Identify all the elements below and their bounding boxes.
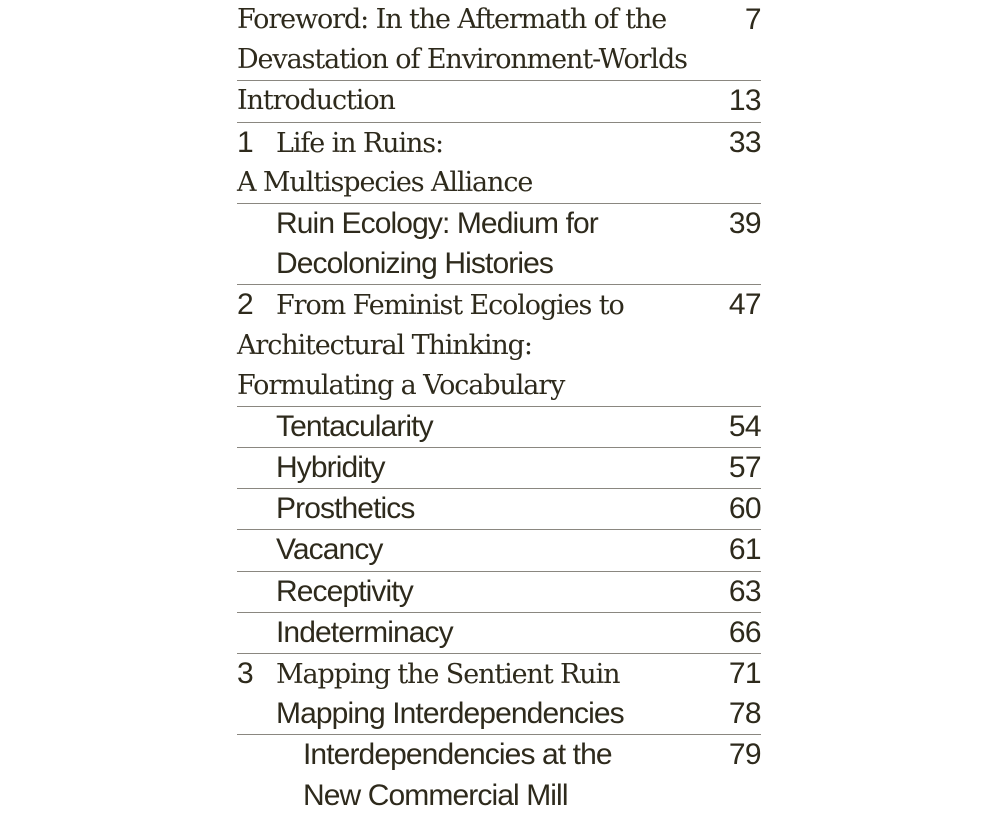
toc-entry-chapter-3[interactable]: [237, 654, 761, 694]
entry-title: Indeterminacy: [276, 615, 453, 649]
entry-title-line: Devastation of Environment-Worlds: [237, 44, 687, 76]
entry-title-line: [237, 285, 701, 325]
entry-title-line: [237, 654, 701, 694]
toc-entry-chapter-1[interactable]: [237, 123, 761, 204]
entry-title: Hybridity: [276, 451, 385, 485]
entry-title-text: Mapping the Sentient Ruin: [276, 659, 620, 690]
entry-title: Introduction: [237, 85, 395, 117]
page-number: 33: [728, 125, 761, 159]
entry-title-line: Interdependencies at the: [303, 738, 612, 772]
page-number: 63: [728, 574, 761, 608]
page-number: 57: [728, 451, 761, 485]
entry-title-line: New Commercial Mill: [303, 778, 568, 812]
toc-entry-hybridity[interactable]: [237, 448, 761, 489]
page-number: 54: [728, 409, 761, 443]
entry-title: Mapping Interdependencies: [276, 697, 624, 731]
page-number: 7: [744, 3, 761, 36]
entry-title: Receptivity: [276, 574, 413, 608]
entry-title-line: Decolonizing Histories: [276, 247, 553, 281]
toc-entry-ruin-ecology[interactable]: [237, 204, 761, 285]
page-number: 79: [728, 738, 761, 772]
entry-title: Prosthetics: [276, 492, 415, 526]
toc-entry-indeterminacy[interactable]: [237, 613, 761, 654]
toc-entry-vacancy[interactable]: [237, 530, 761, 571]
page-number: 39: [728, 206, 761, 240]
page-number: 61: [728, 533, 761, 567]
page-number: 60: [728, 492, 761, 526]
entry-title-line: A Multispecies Alliance: [237, 166, 533, 198]
entry-title-line: Formulating a Vocabulary: [237, 369, 565, 401]
page-number: 13: [728, 84, 761, 118]
page-number: 47: [728, 288, 761, 322]
toc-entry-new-commercial-mill[interactable]: [237, 735, 761, 815]
chapter-number: 2: [237, 288, 253, 322]
entry-title-line: Foreword: In the Aftermath of the: [237, 4, 667, 35]
toc-entry-introduction[interactable]: [237, 81, 761, 122]
toc-entry-prosthetics[interactable]: [237, 489, 761, 530]
toc-entry-receptivity[interactable]: [237, 572, 761, 613]
entry-title-line: Ruin Ecology: Medium for: [276, 206, 598, 240]
toc-entry-chapter-2[interactable]: [237, 285, 761, 407]
entry-title: Tentacularity: [276, 409, 433, 443]
chapter-number: 3: [237, 657, 253, 690]
entry-title: Vacancy: [276, 533, 383, 567]
toc-entry-tentacularity[interactable]: [237, 407, 761, 448]
table-of-contents: [237, 0, 761, 816]
toc-entry-mapping-interdependencies[interactable]: [237, 694, 761, 735]
page-number: 78: [728, 697, 761, 731]
entry-title-line: Architectural Thinking:: [237, 329, 532, 361]
page-number: 66: [728, 615, 761, 649]
entry-title-text: From Feminist Ecologies to: [276, 290, 624, 322]
entry-title-line: [237, 123, 701, 163]
entry-title-text: Life in Ruins:: [276, 127, 444, 159]
toc-entry-foreword[interactable]: [237, 0, 761, 81]
page-number: 71: [728, 657, 761, 690]
chapter-number: 1: [237, 125, 253, 159]
